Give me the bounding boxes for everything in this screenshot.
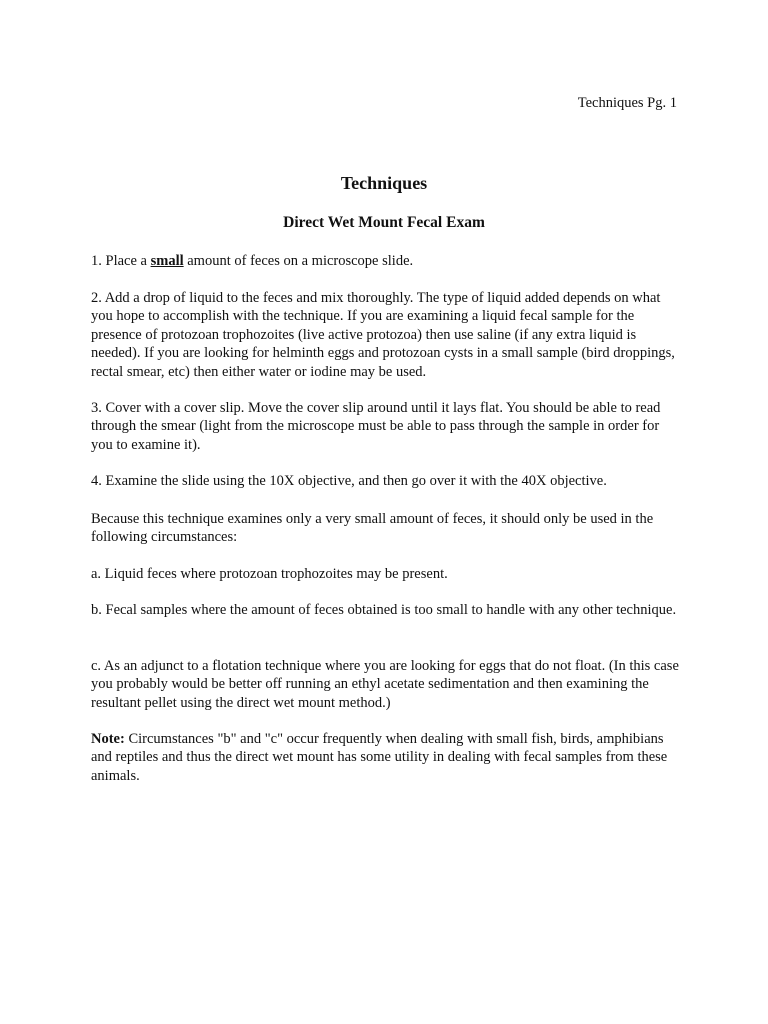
section-subtitle: Direct Wet Mount Fecal Exam (283, 214, 485, 231)
step-4-text: 4. Examine the slide using the 10X objective, and then go over it with the 40X objective. (91, 473, 607, 489)
circumstance-b (91, 601, 683, 619)
circumstance-a-text: a. Liquid feces where protozoan trophozoites may be present. (91, 566, 448, 582)
note-label: Note: (91, 731, 125, 747)
circumstance-c (91, 657, 683, 712)
step-1 (91, 252, 683, 270)
circumstance-c-text: c. As an adjunct to a flotation technique where you are looking for eggs that do not float. (In this case you probably would be better off running an ethyl acetate sedimentation and then examining the resultant pellet using the direct wet mount method.) (91, 658, 679, 711)
page-title: Techniques (340, 173, 428, 193)
page-header: Techniques Pg. 1 (577, 95, 677, 111)
circumstances-intro-text: Because this technique examines only a very small amount of feces, it should only be used in the following circumstances: (91, 511, 654, 546)
step-3 (91, 399, 683, 454)
step-1-emphasis: small (150, 253, 184, 269)
step-2-text: 2. Add a drop of liquid to the feces and mix thoroughly. The type of liquid added depends on what you hope to accomplish with the technique. If you are examining a liquid fecal sample for the presence of protozoan trophozoites (live active protozoa) then use saline (if any extra liquid is needed). If you are looking for helminth eggs and protozoan cysts in a small sample (bird droppings, rectal smear, etc) then either water or iodine may be used. (91, 290, 675, 380)
step-2 (91, 289, 683, 381)
circumstance-a (91, 565, 683, 583)
step-1-text-before: 1. Place a (91, 253, 151, 269)
circumstance-b-text: b. Fecal samples where the amount of feces obtained is too small to handle with any other technique. (91, 602, 677, 618)
note-text: Circumstances "b" and "c" occur frequently when dealing with small fish, birds, amphibians and reptiles and thus the direct wet mount has some utility in dealing with fecal samples from these animals. (91, 731, 668, 784)
note-paragraph (91, 730, 683, 785)
step-3-text: 3. Cover with a cover slip. Move the cover slip around until it lays flat. You should be able to read through the smear (light from the microscope must be able to pass through the sample in order for you to examine it). (91, 400, 661, 453)
step-4 (91, 472, 683, 490)
step-1-text-after: amount of feces on a microscope slide. (183, 253, 414, 269)
circumstances-intro (91, 510, 683, 547)
